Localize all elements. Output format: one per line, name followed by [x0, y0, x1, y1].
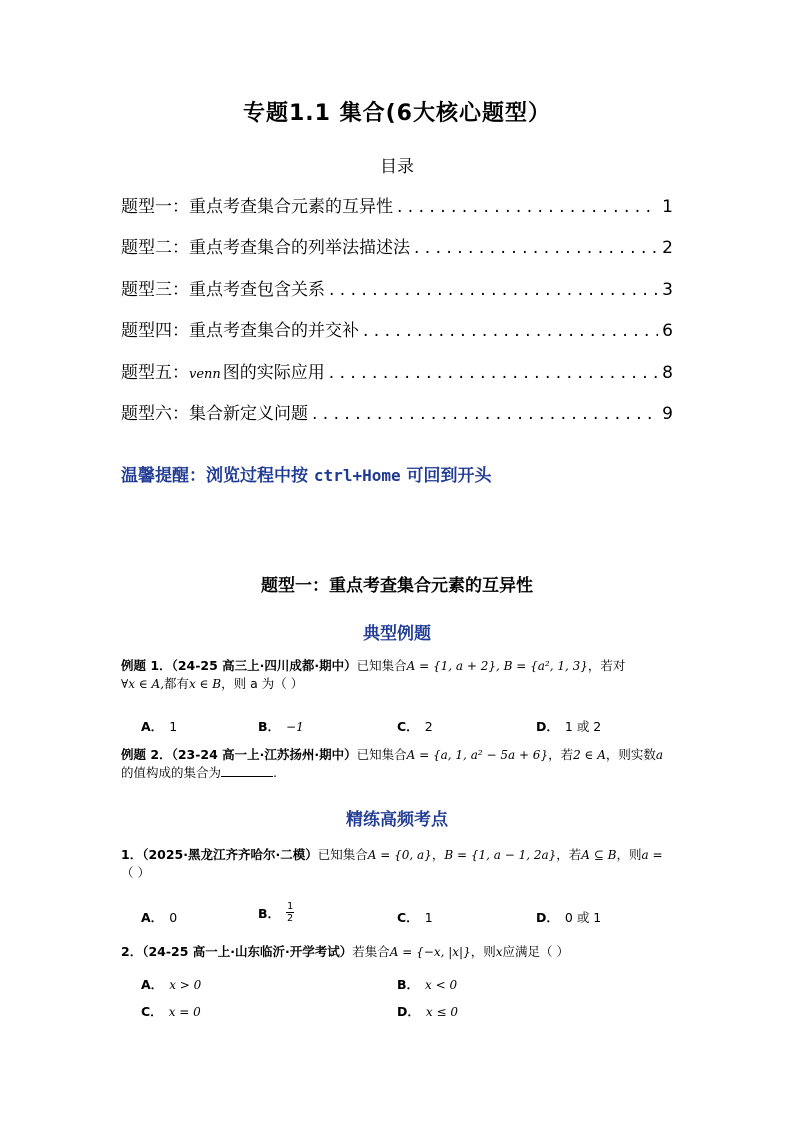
toc-leader-dots: [414, 238, 658, 258]
toc-leader-dots: [329, 280, 658, 300]
practice-1-math-d: a =: [641, 848, 663, 862]
toc-entry-label: 题型三：重点考查包含关系: [121, 279, 325, 300]
example-2-math-a: A = {a, 1, a² − 5a + 6}: [406, 748, 549, 762]
practice-1-stem-b: ，: [431, 847, 445, 862]
practice-2-option-d[interactable]: D． x ≤ 0: [397, 1004, 458, 1019]
examples-heading: 典型例题: [363, 624, 431, 644]
practice-2-stem-c: 应满足（ ）: [502, 944, 570, 959]
toc-leader-dots: [312, 404, 658, 424]
toc-entry-label: 题型六：集合新定义问题: [121, 403, 308, 424]
example-1-math-b: ∀x ∈ A,: [121, 677, 165, 691]
example-1-question: [121, 657, 681, 693]
example-1-math-a: A = {1, a + 2}, B = {a², 1, 3}: [406, 659, 588, 673]
practice-2-option-c[interactable]: C． x = 0: [141, 1004, 201, 1019]
tip-shortcut: ctrl+Home: [313, 466, 401, 485]
practice-1-question: [121, 846, 681, 882]
toc-leader-dots: [397, 197, 658, 217]
toc-entry-label: 题型一：重点考查集合元素的互异性: [121, 197, 393, 217]
section-title: 题型一：重点考查集合元素的互异性: [261, 576, 533, 596]
toc-page-number: 6: [662, 321, 673, 342]
example-1-source: （24-25 高三上·四川成都·期中）: [171, 658, 357, 673]
practice-1-stem-d: ，则: [616, 847, 642, 862]
reminder-tip: [121, 461, 492, 486]
toc-page-number: 3: [662, 279, 673, 300]
example-1-stem-b: ，若对: [587, 658, 626, 673]
tip-suffix: 可回到开头: [400, 466, 492, 486]
toc-leader-dots: [363, 321, 658, 341]
toc-leader-dots: [329, 363, 658, 383]
example-1-stem-e: ，则 a 为（ ）: [221, 676, 304, 691]
tip-prefix: 温馨提醒：浏览过程中按: [121, 466, 314, 486]
example-2-stem-c: ，则实数: [605, 747, 656, 762]
example-2-stem-b: ，若: [548, 747, 574, 762]
practice-2-question: [121, 943, 681, 961]
example-2-number: 例题 2．: [121, 747, 172, 762]
practice-2-option-a[interactable]: A． x > 0: [141, 977, 202, 992]
toc-page-number: 9: [662, 403, 673, 424]
toc-page-number: 2: [662, 238, 673, 259]
practice-2-source: （24-25 高一上·山东临沂·开学考试）: [142, 944, 353, 959]
practice-1-math-a: A = {0, a}: [367, 848, 432, 862]
practice-1-stem-e: （ ）: [121, 865, 150, 880]
example-1-math-c: x ∈ B: [189, 677, 222, 691]
practice-2-option-b[interactable]: B． x < 0: [397, 977, 458, 992]
toc-heading: 目录: [380, 157, 414, 177]
example-1-number: 例题 1．: [121, 658, 172, 673]
practice-2-number: 2．: [121, 944, 143, 959]
toc-page-number: 8: [662, 362, 673, 383]
practice-1-math-b: B = {1, a − 1, 2a}: [444, 848, 557, 862]
example-1-stem-a: 已知集合: [356, 658, 407, 673]
practice-1-number: 1．: [121, 847, 143, 862]
example-2-source: （23-24 高一上·江苏扬州·期中）: [171, 747, 357, 762]
toc-entry-5[interactable]: [121, 358, 673, 399]
example-1-option-c[interactable]: C． 2: [397, 719, 433, 734]
toc-entry-2[interactable]: [121, 233, 673, 274]
example-1-option-d[interactable]: D． 1 或 2: [536, 719, 602, 734]
toc-entry-prefix: 题型五：: [121, 362, 189, 383]
toc-page-number: 1: [662, 197, 673, 217]
example-2-stem-a: 已知集合: [356, 747, 407, 762]
practice-heading: 精练高频考点: [346, 810, 448, 830]
fraction-one-half: $\frac{1}{2}$: [287, 901, 294, 924]
toc-entry-label: [121, 358, 325, 383]
practice-1-option-a[interactable]: A． 0: [141, 910, 178, 925]
toc-entry-6[interactable]: [121, 399, 673, 440]
example-1-option-a[interactable]: A． 1: [141, 719, 178, 734]
toc-entry-3[interactable]: [121, 275, 673, 316]
example-1-stem-d: 都有: [164, 676, 190, 691]
practice-2-math-b: x: [495, 945, 503, 959]
toc-entry-venn: venn: [189, 366, 221, 382]
practice-1-option-c[interactable]: C． 1: [397, 910, 433, 925]
toc-entry-1[interactable]: [121, 192, 673, 233]
practice-1-stem-a: 已知集合: [317, 847, 368, 862]
practice-2-stem-b: ，则: [470, 944, 496, 959]
example-2-math-b: 2 ∈ A: [573, 748, 606, 762]
toc-entry-suffix: 图的实际应用: [222, 362, 325, 383]
practice-2-math-a: A = {−x, |x|}: [389, 945, 471, 959]
answer-blank[interactable]: [221, 764, 273, 777]
document-title: 专题1.1 集合(6大核心题型）: [243, 101, 551, 126]
example-2-stem-e: .: [273, 765, 277, 780]
practice-1-stem-c: ，若: [556, 847, 582, 862]
example-2-stem-d: 的值构成的集合为: [121, 765, 222, 780]
practice-1-source: （2025·黑龙江齐齐哈尔·二模）: [142, 847, 318, 862]
example-1-option-b[interactable]: B． −1: [258, 719, 304, 734]
toc-entry-4[interactable]: [121, 316, 673, 357]
toc-entry-label: 题型二：重点考查集合的列举法描述法: [121, 238, 410, 259]
practice-2-stem-a: 若集合: [352, 944, 390, 959]
practice-1-math-c: A ⊆ B: [581, 848, 617, 862]
practice-1-option-b[interactable]: B． $\frac{1}{2}$: [258, 901, 294, 924]
table-of-contents: [121, 192, 673, 440]
example-2-question: [121, 746, 681, 782]
example-2-math-c: a: [655, 748, 664, 762]
practice-1-option-d[interactable]: D． 0 或 1: [536, 910, 602, 925]
toc-entry-label: 题型四：重点考查集合的并交补: [121, 321, 359, 342]
